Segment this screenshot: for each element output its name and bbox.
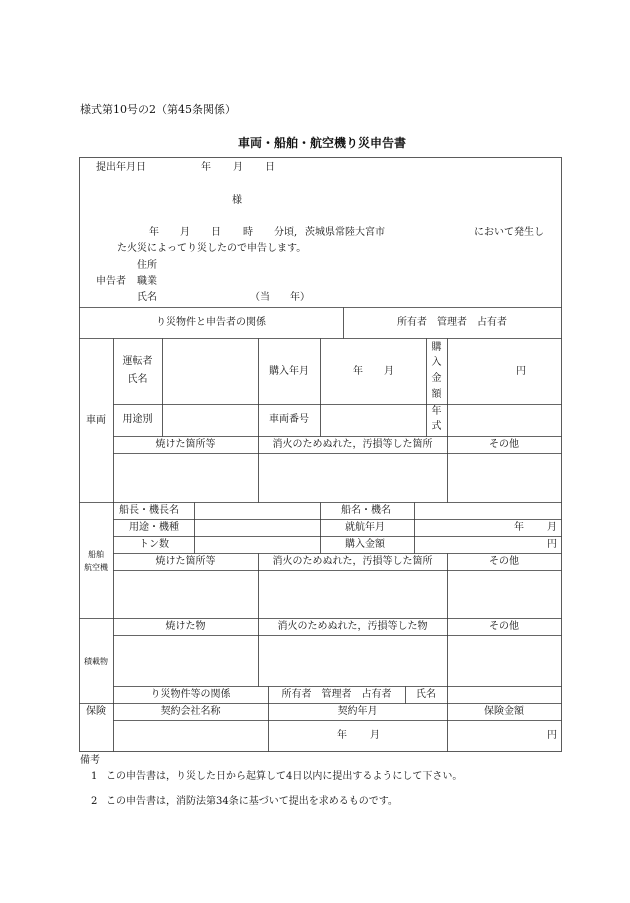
service-year: 年 — [514, 522, 524, 533]
date-year: 年 — [201, 162, 211, 173]
ship-section-label-1: 船舶 — [88, 550, 104, 559]
ship-other-label: その他 — [489, 556, 519, 567]
model-vertical-2: 式 — [431, 421, 442, 432]
relation-label: り災物件と申告者の関係 — [156, 317, 266, 328]
insurance-yen: 円 — [547, 730, 557, 741]
vehicle-section-label: 車両 — [86, 415, 106, 426]
cargo-relation-options: 所有者 管理者 占有者 — [281, 689, 392, 700]
insurance-month: 月 — [370, 730, 380, 741]
occur-hour: 時 — [243, 227, 253, 238]
ship-section-label-2: 航空機 — [84, 563, 108, 572]
captain-label: 船長・機長名 — [119, 505, 179, 516]
note-1-number: 1 — [91, 771, 98, 782]
purchase-year: 年 — [353, 366, 363, 377]
driver-label-2: 氏名 — [127, 374, 148, 385]
occur-location: 茨城県常陸大宮市 — [305, 227, 385, 238]
cargo-water-label: 消火のためぬれた，汚損等した物 — [277, 621, 428, 632]
occur-suffix: において発生し — [474, 227, 544, 238]
ship-burned-label: 焼けた箇所等 — [155, 556, 216, 567]
plate-label: 車両番号 — [269, 414, 309, 425]
cargo-relation-label: り災物件等の関係 — [150, 689, 231, 700]
purchase-month: 月 — [384, 366, 394, 377]
vehicle-yen: 円 — [516, 366, 526, 377]
ship-usage-label: 用途・機種 — [129, 522, 179, 533]
cargo-burned-label: 焼けた物 — [165, 621, 206, 632]
statement-text: た火災によってり災したので申告します。 — [117, 243, 307, 254]
name-label: 氏名 — [137, 292, 157, 303]
amount-vertical-4: 額 — [431, 389, 442, 400]
date-day: 日 — [265, 162, 275, 173]
date-label: 提出年月日 — [96, 162, 146, 173]
vehicle-water-label: 消火のためぬれた，汚損等した箇所 — [272, 439, 433, 450]
insurance-amount-label: 保険金額 — [484, 706, 524, 717]
notes-title: 備考 — [80, 755, 100, 766]
job-label: 職業 — [137, 276, 157, 287]
address-label: 住所 — [137, 260, 157, 271]
ship-water-label: 消火のためぬれた，汚損等した箇所 — [272, 556, 433, 567]
amount-vertical-1: 購 — [431, 342, 442, 353]
ship-amount-label: 購入金額 — [345, 539, 385, 550]
purchase-date-label: 購入年月 — [269, 366, 309, 377]
cargo-section-label: 積載物 — [84, 657, 108, 666]
amount-vertical-3: 金 — [431, 373, 442, 384]
amount-vertical-2: 入 — [431, 357, 442, 368]
usage-label: 用途別 — [122, 414, 153, 425]
date-month: 月 — [233, 162, 243, 173]
page-title: 車両・船舶・航空機り災申告書 — [238, 136, 407, 150]
note-2-text: この申告書は，消防法第34条に基づいて提出を求めるものです。 — [106, 796, 398, 807]
insurance-section-label: 保険 — [86, 706, 106, 717]
insurance-date-label: 契約年月 — [337, 706, 378, 717]
reporter-label: 申告者 — [96, 276, 126, 287]
occur-day: 日 — [211, 227, 221, 238]
occur-month: 月 — [180, 227, 190, 238]
occur-minute: 分頃, — [274, 227, 298, 238]
relation-options: 所有者 管理者 占有者 — [397, 317, 507, 328]
service-month: 月 — [547, 522, 557, 533]
occur-year: 年 — [149, 227, 159, 238]
age-label: （当 年） — [250, 292, 310, 303]
driver-label-1: 運転者 — [122, 356, 153, 367]
tonnage-label: トン数 — [139, 539, 169, 550]
vehicle-other-label: その他 — [489, 439, 519, 450]
addressee-suffix: 様 — [232, 195, 242, 206]
note-2-number: 2 — [91, 796, 98, 807]
insurance-company-label: 契約会社名称 — [160, 706, 221, 717]
cargo-name-label: 氏名 — [416, 689, 436, 700]
model-vertical-1: 年 — [431, 406, 442, 417]
vehicle-burned-label: 焼けた箇所等 — [155, 439, 216, 450]
form-id: 様式第10号の2（第45条関係） — [80, 103, 236, 116]
ship-yen: 円 — [547, 539, 557, 550]
cargo-other-label: その他 — [489, 621, 519, 632]
service-label: 就航年月 — [345, 522, 385, 533]
note-1-text: この申告書は，り災した日から起算して4日以内に提出するようにして下さい。 — [106, 771, 463, 782]
insurance-year: 年 — [337, 730, 347, 741]
ship-name-label: 船名・機名 — [341, 505, 391, 516]
